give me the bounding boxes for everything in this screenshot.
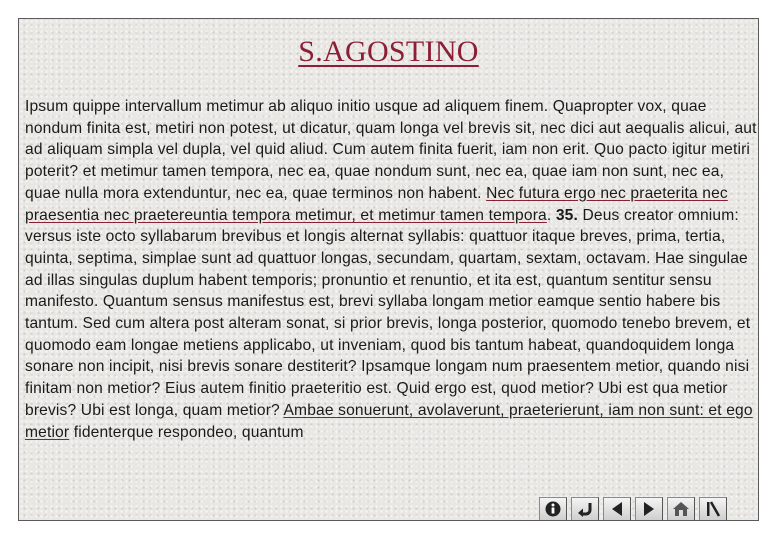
return-icon <box>576 500 594 518</box>
hyperlink-ambae-sonuerunt[interactable]: Ambae sonuerunt, avolaverunt, praeterierunt, iam non sunt: et ego metior <box>25 401 753 441</box>
last-page-button[interactable] <box>699 497 727 521</box>
text-segment: . <box>546 206 556 224</box>
previous-button[interactable] <box>603 497 631 521</box>
next-icon <box>640 500 658 518</box>
home-icon <box>672 500 690 518</box>
slide-title: S.AGOSTINO <box>298 35 479 68</box>
text-segment: Deus creator omnium: versus iste octo syllabarum brevibus et longis alternat syllabis: quattuor itaque breves, prima, tertia, quinta, septima, simplae sunt ad quattuor longas, secundam, quartam, sextam, octavam. Hae singulae ad illas singulas duplum habent temporis; pronuntio et renuntio, et ita est, quantum sentitur sensu manifesto. Quantum sensus manifestus est, brevi syllaba longam metior eamque sentio habere bis tantum. Sed cum altera post alteram sonat, si prior brevis, longa posterior, quomodo tenebo brevem, et quomodo eam longae metiens applicabo, ut inveniam, quod bis tantum habeat, quandoquidem longa sonare non incipit, nisi brevis sonare destiterit? Ipsamque longam num praesentem metior, quando nisi finitam non metior? Eius autem finitio praeteritio est. Quid ergo est, quod metior? Ubi est qua metior brevis? Ubi est longa, quam metior? <box>25 206 751 419</box>
info-button[interactable] <box>539 497 567 521</box>
body-text <box>25 96 757 443</box>
last-page-icon <box>704 500 722 518</box>
hyperlink-nec-futura[interactable]: Nec futura ergo nec praeterita nec praesentia nec praetereuntia tempora metimur, et metimur tamen tempora <box>25 184 728 224</box>
navigation-bar <box>539 497 727 521</box>
text-segment: fidenterque respondeo, quantum <box>69 423 304 441</box>
text-segment: Ipsum quippe intervallum metimur ab aliquo initio usque ad aliquem finem. Quapropter vox, quae nondum finita est, metiri non potest, ut dicatur, quam longa vel brevis sit, nec dici aut aequalis alicui, aut ad aliquam simpla vel dupla, vel quid aliud. Cum autem finita fuerit, iam non erit. Quo pacto igitur metiri poterit? et metimur tamen tempora, nec ea, quae nondum sunt, nec ea, quae iam non sunt, nec ea, quae nulla mora extenduntur, nec ea, quae terminos non habent. <box>25 98 757 202</box>
info-icon <box>544 500 562 518</box>
previous-icon <box>608 500 626 518</box>
return-button[interactable] <box>571 497 599 521</box>
next-button[interactable] <box>635 497 663 521</box>
home-button[interactable] <box>667 497 695 521</box>
slide <box>18 18 759 521</box>
section-number: 35. <box>555 206 578 224</box>
